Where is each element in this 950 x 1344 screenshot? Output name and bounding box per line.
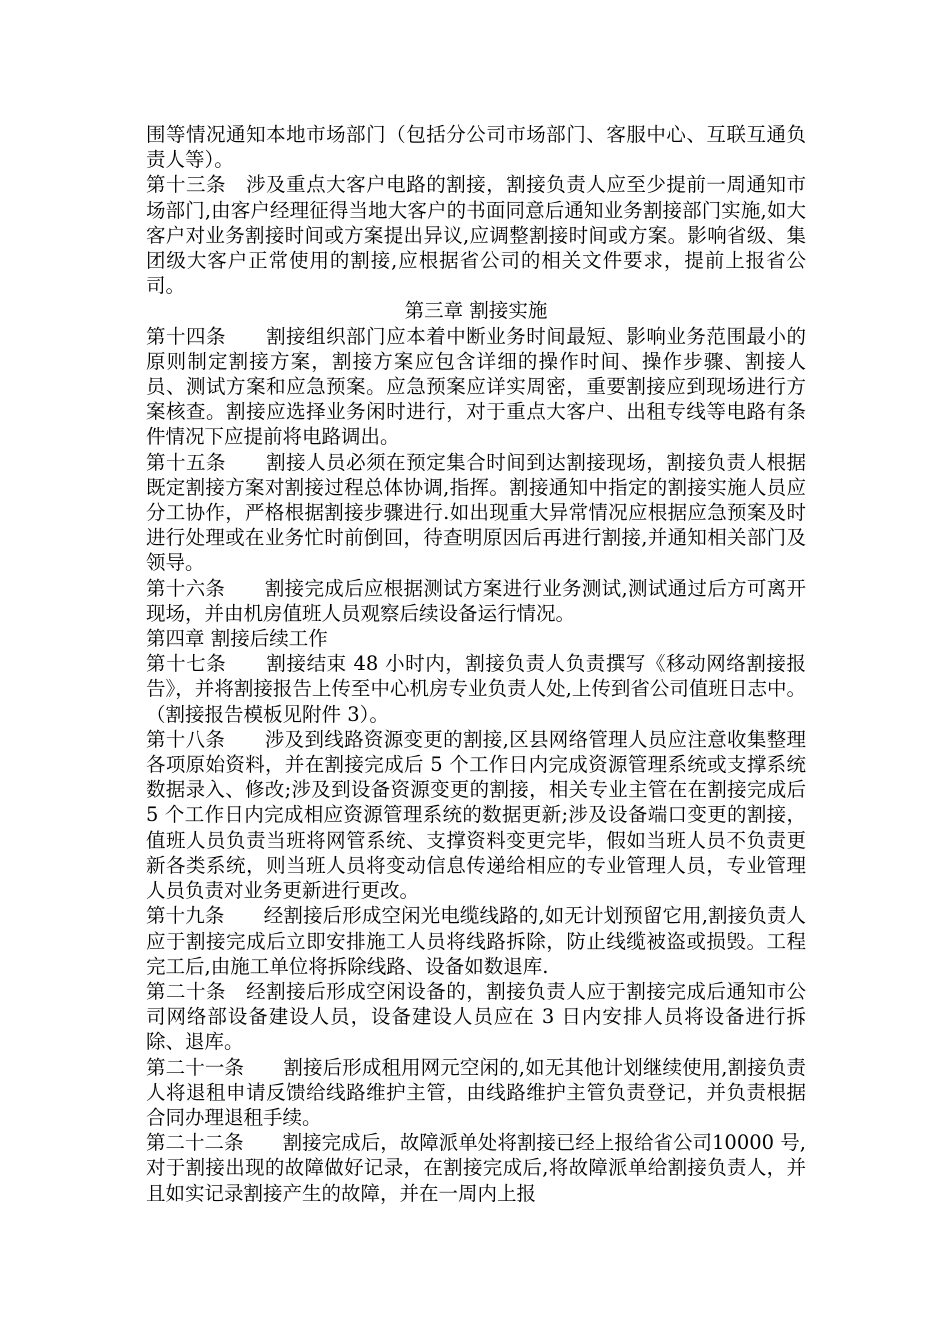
article-19: 第十九条 经割接后形成空闲光电缆线路的,如无计划预留它用,割接负责人应于割接完成后立即安排施工人员将线路拆除，防止线缆被盗或损毁。工程完工后,由施工单位将拆除线路、设备如数退库. bbox=[146, 904, 806, 978]
article-21: 第二十一条 割接后形成租用网元空闲的,如无其他计划继续使用,割接负责人将退租申请反馈给线路维护主管，由线路维护主管负责登记，并负责根据合同办理退租手续。 bbox=[146, 1055, 806, 1129]
article-13: 第十三条 涉及重点大客户电路的割接，割接负责人应至少提前一周通知市场部门,由客户经理征得当地大客户的书面同意后通知业务割接部门实施,如大客户对业务割接时间或方案提出异议,应调整割接时间或方案。影响省级、集团级大客户正常使用的割接,应根据省公司的相关文件要求，提前上报省公司。 bbox=[146, 173, 806, 298]
article-20: 第二十条 经割接后形成空闲设备的，割接负责人应于割接完成后通知市公司网络部设备建设人员，设备建设人员应在 3 日内安排人员将设备进行拆除、退库。 bbox=[146, 979, 806, 1054]
article-18: 第十八条 涉及到线路资源变更的割接,区县网络管理人员应注意收集整理各项原始资料，并在割接完成后 5 个工作日内完成资源管理系统或支撑系统数据录入、修改;涉及到设备资源变更的割接，相关专业主管在在割接完成后 5 个工作日内完成相应资源管理系统的数据更新;涉及设备端口变更的割接，值班人员负责当班将网管系统、支撑资料变更完毕，假如当班人员不负责更新各类系统，则当班人员将变动信息传递给相应的专业管理人员，专业管理人员负责对业务更新进行更改。 bbox=[146, 727, 806, 903]
document-page bbox=[146, 122, 806, 1206]
article-15: 第十五条 割接人员必须在预定集合时间到达割接现场，割接负责人根据既定割接方案对割接过程总体协调,指挥。割接通知中指定的割接实施人员应分工协作，严格根据割接步骤进行.如出现重大异常情况应根据应急预案及时进行处理或在业务忙时前倒回，待查明原因后再进行割接,并通知相关部门及领导。 bbox=[146, 450, 806, 575]
article-17: 第十七条 割接结束 48 小时内，割接负责人负责撰写《移动网络割接报告》，并将割接报告上传至中心机房专业负责人处,上传到省公司值班日志中。（割接报告模板见附件 3）。 bbox=[146, 652, 806, 726]
article-22: 第二十二条 割接完成后，故障派单处将割接已经上报给省公司10000 号,对于割接出现的故障做好记录，在割接完成后,将故障派单给割接负责人，并且如实记录割接产生的故障，并在一周内上报 bbox=[146, 1131, 806, 1205]
article-16: 第十六条 割接完成后应根据测试方案进行业务测试,测试通过后方可离开现场，并由机房值班人员观察后续设备运行情况。 bbox=[146, 576, 806, 625]
paragraph-continuation: 围等情况通知本地市场部门（包括分公司市场部门、客服中心、互联互通负责人等）。 bbox=[146, 123, 806, 172]
article-14: 第十四条 割接组织部门应本着中断业务时间最短、影响业务范围最小的原则制定割接方案，割接方案应包含详细的操作时间、操作步骤、割接人员、测试方案和应急预案。应急预案应详实周密，重要割接应到现场进行方案核查。割接应选择业务闲时进行，对于重点大客户、出租专线等电路有条件情况下应提前将电路调出。 bbox=[146, 324, 806, 449]
chapter-4-heading: 第四章 割接后续工作 bbox=[146, 627, 328, 651]
chapter-3-heading: 第三章 割接实施 bbox=[404, 299, 548, 323]
